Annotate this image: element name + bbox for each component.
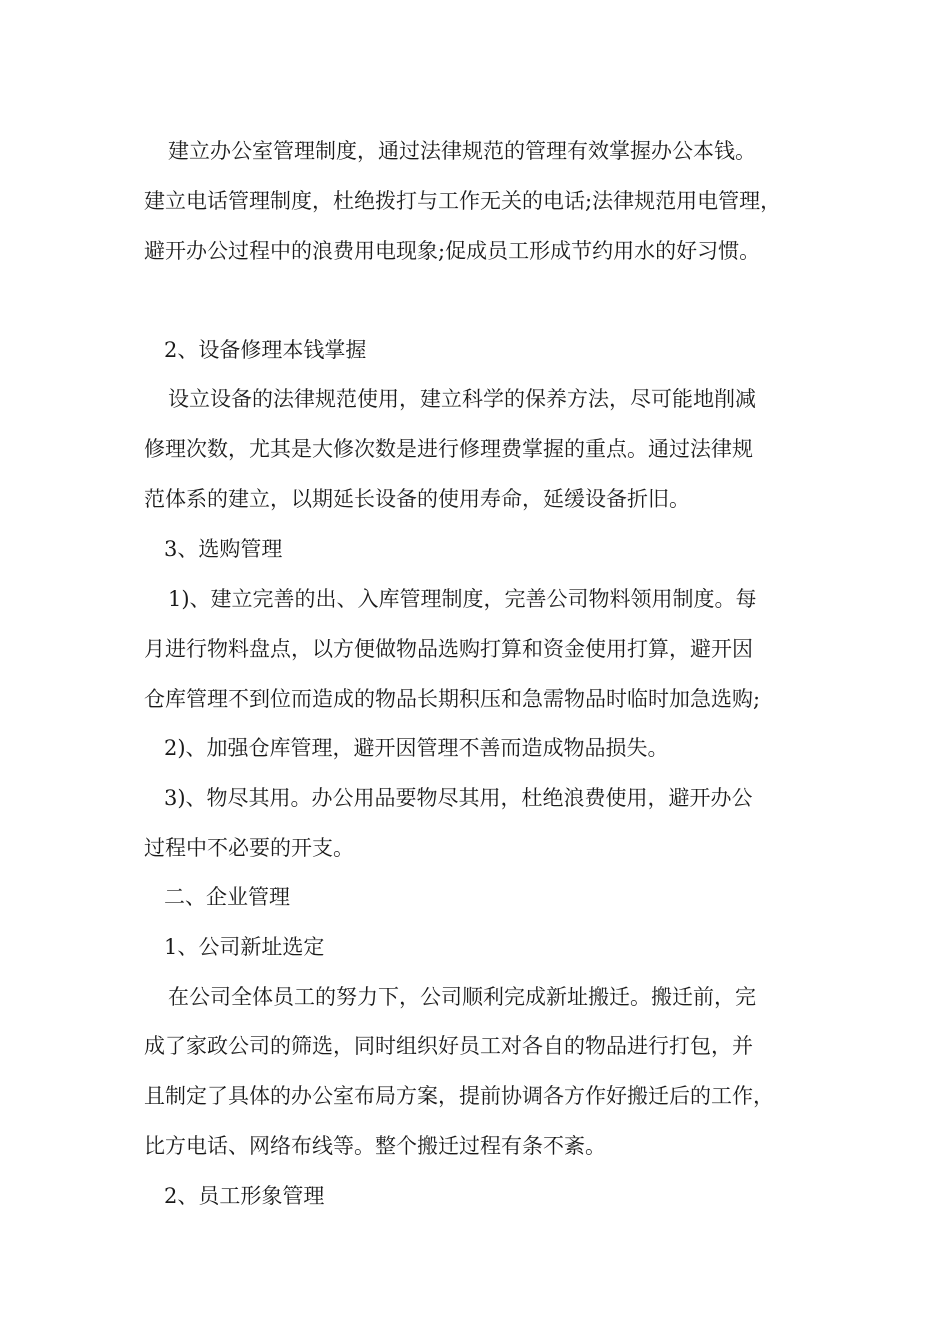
text-line: 修理次数，尤其是大修次数是进行修理费掌握的重点。通过法律规 — [144, 437, 753, 461]
text-line: 范体系的建立，以期延长设备的使用寿命，延缓设备折旧。 — [144, 487, 690, 511]
text-line: 过程中不必要的开支。 — [144, 836, 354, 860]
section-heading: 2、员工形象管理 — [164, 1184, 325, 1208]
section-heading: 3、选购管理 — [164, 537, 283, 561]
text-line: 设立设备的法律规范使用，建立科学的保养方法，尽可能地削减 — [168, 387, 756, 411]
text-line: 且制定了具体的办公室布局方案，提前协调各方作好搬迁后的工作， — [144, 1084, 774, 1108]
text-line: 建立电话管理制度，杜绝拨打与工作无关的电话;法律规范用电管理， — [144, 189, 782, 213]
text-line: 建立办公室管理制度，通过法律规范的管理有效掌握办公本钱。 — [168, 139, 756, 163]
text-line: 1)、建立完善的出、入库管理制度，完善公司物料领用制度。每 — [168, 587, 757, 611]
text-line: 3)、物尽其用。办公用品要物尽其用，杜绝浪费使用，避开办公 — [164, 786, 753, 810]
section-heading: 1、公司新址选定 — [164, 935, 325, 959]
text-line: 成了家政公司的筛选，同时组织好员工对各自的物品进行打包，并 — [144, 1034, 753, 1058]
text-line: 比方电话、网络布线等。整个搬迁过程有条不紊。 — [144, 1134, 606, 1158]
text-line: 避开办公过程中的浪费用电现象;促成员工形成节约用水的好习惯。 — [144, 239, 761, 263]
text-line: 在公司全体员工的努力下，公司顺利完成新址搬迁。搬迁前，完 — [168, 985, 756, 1009]
section-heading: 2、设备修理本钱掌握 — [164, 338, 367, 362]
text-line: 月进行物料盘点，以方便做物品选购打算和资金使用打算，避开因 — [144, 637, 753, 661]
text-line: 2)、加强仓库管理，避开因管理不善而造成物品损失。 — [164, 736, 669, 760]
section-heading: 二、企业管理 — [164, 885, 290, 909]
text-line: 仓库管理不到位而造成的物品长期积压和急需物品时临时加急选购; — [144, 687, 761, 711]
